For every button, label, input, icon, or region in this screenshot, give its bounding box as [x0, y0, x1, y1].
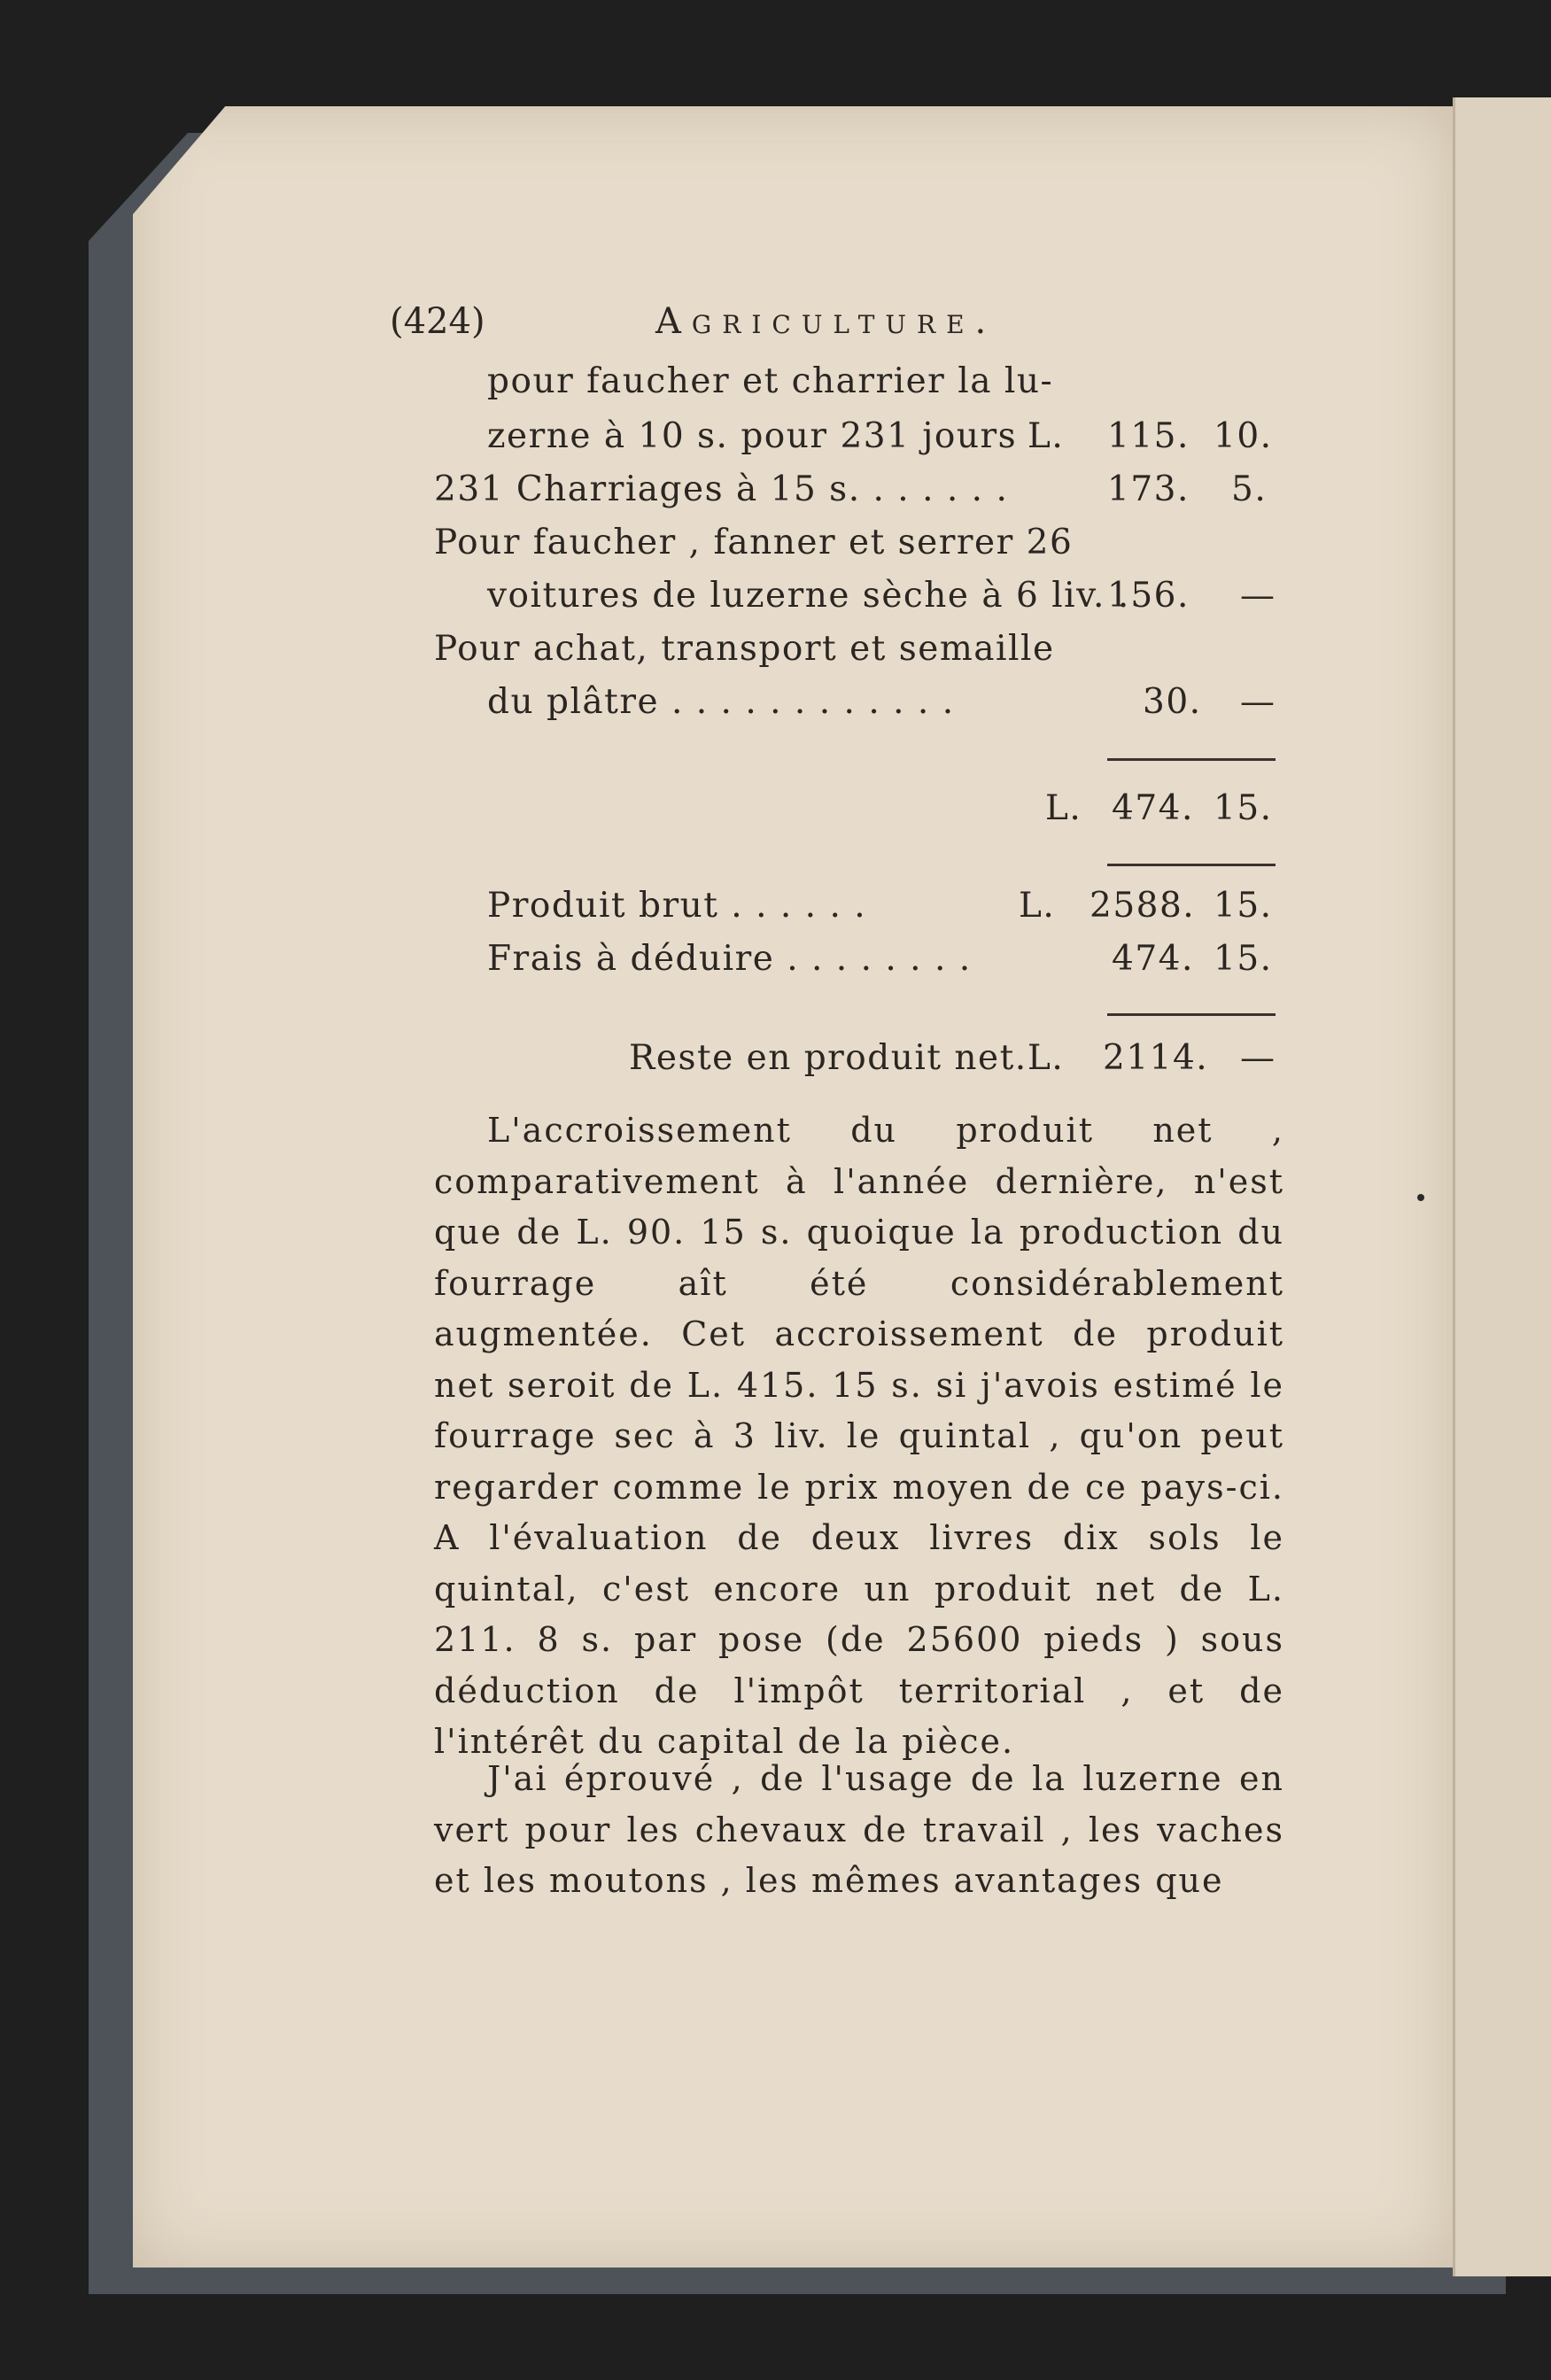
summary-label: Frais à déduire . . . . . . . . [487, 939, 972, 979]
page-number: (424) [390, 301, 485, 342]
summary-amount: 2588. [1090, 886, 1196, 926]
row-label: voitures de luzerne sèche à 6 liv. . [487, 576, 1130, 616]
expense-row [434, 682, 1284, 733]
row-amount: 156. [1107, 576, 1190, 616]
row-sols: — [1240, 682, 1276, 722]
row-amount: 30. [1143, 682, 1202, 722]
expense-row [434, 629, 1284, 679]
margin-mark [1417, 1194, 1424, 1201]
summary-row [434, 939, 1284, 989]
body-paragraph: J'ai éprouvé , de l'usage de la luzerne en vert pour les chevaux de travail , les vaches et les moutons , les mêmes avantages que [434, 1759, 1284, 1900]
row-label: Pour achat, transport et semaille [434, 629, 1055, 669]
row-sols: 5. [1231, 469, 1268, 509]
body-paragraph: L'accroissement du produit net , comparativement à l'année dernière, n'est que de L. 90. 15 s. quoique la production du fourrage aît été considérablement augmentée. Cet accroissement de produit net seroit de L. 415. 15 s. si j'avois estimé le fourrage sec à 3 liv. le quintal , qu'on peut regarder comme le prix moyen de ce pays-ci. A l'évaluation de deux livres dix sols le quintal, c'est encore un produit net de L. 211. 8 s. par pose (de 25600 pieds ) sous déduction de l'impôt territorial , et de l'intérêt du capital de la pièce. [434, 1111, 1284, 1761]
summary-sols: 15. [1214, 886, 1273, 926]
expense-row [434, 361, 1284, 412]
expense-row [434, 469, 1284, 520]
net-amount: 2114. [1103, 1038, 1209, 1078]
row-label: Pour faucher , fanner et serrer 26 [434, 523, 1074, 562]
summary-sols: 15. [1214, 939, 1273, 979]
summary-row [434, 886, 1284, 936]
net-row [434, 1038, 1284, 1089]
facing-page-edge [1453, 97, 1551, 2276]
sum-rule [1107, 758, 1276, 761]
row-sols: 10. [1214, 416, 1273, 456]
summary-label: Produit brut . . . . . . [487, 886, 867, 926]
expense-row [434, 576, 1284, 626]
sum-rule [1107, 864, 1276, 866]
row-label: du plâtre . . . . . . . . . . . . [487, 682, 955, 722]
total-row [434, 788, 1284, 839]
page-header [390, 301, 1276, 354]
expense-row [434, 416, 1284, 467]
total-amount: 474. [1112, 788, 1194, 828]
row-currency: L. [1028, 416, 1065, 456]
expense-row [434, 523, 1284, 573]
summary-currency: L. [1019, 886, 1056, 926]
net-sols: — [1240, 1038, 1276, 1078]
net-currency: L. [1028, 1038, 1065, 1078]
row-amount: 115. [1107, 416, 1190, 456]
sum-rule [1107, 1013, 1276, 1016]
row-label: zerne à 10 s. pour 231 jours [487, 416, 1018, 456]
total-sols: 15. [1214, 788, 1273, 828]
running-title: Agriculture. [655, 301, 997, 342]
row-sols: — [1240, 576, 1276, 616]
row-label: pour faucher et charrier la lu- [487, 361, 1054, 401]
row-label: 231 Charriages à 15 s. . . . . . . [434, 469, 1009, 509]
net-label: Reste en produit net. [629, 1038, 1028, 1078]
total-currency: L. [1045, 788, 1082, 828]
summary-amount: 474. [1112, 939, 1194, 979]
row-amount: 173. [1107, 469, 1190, 509]
